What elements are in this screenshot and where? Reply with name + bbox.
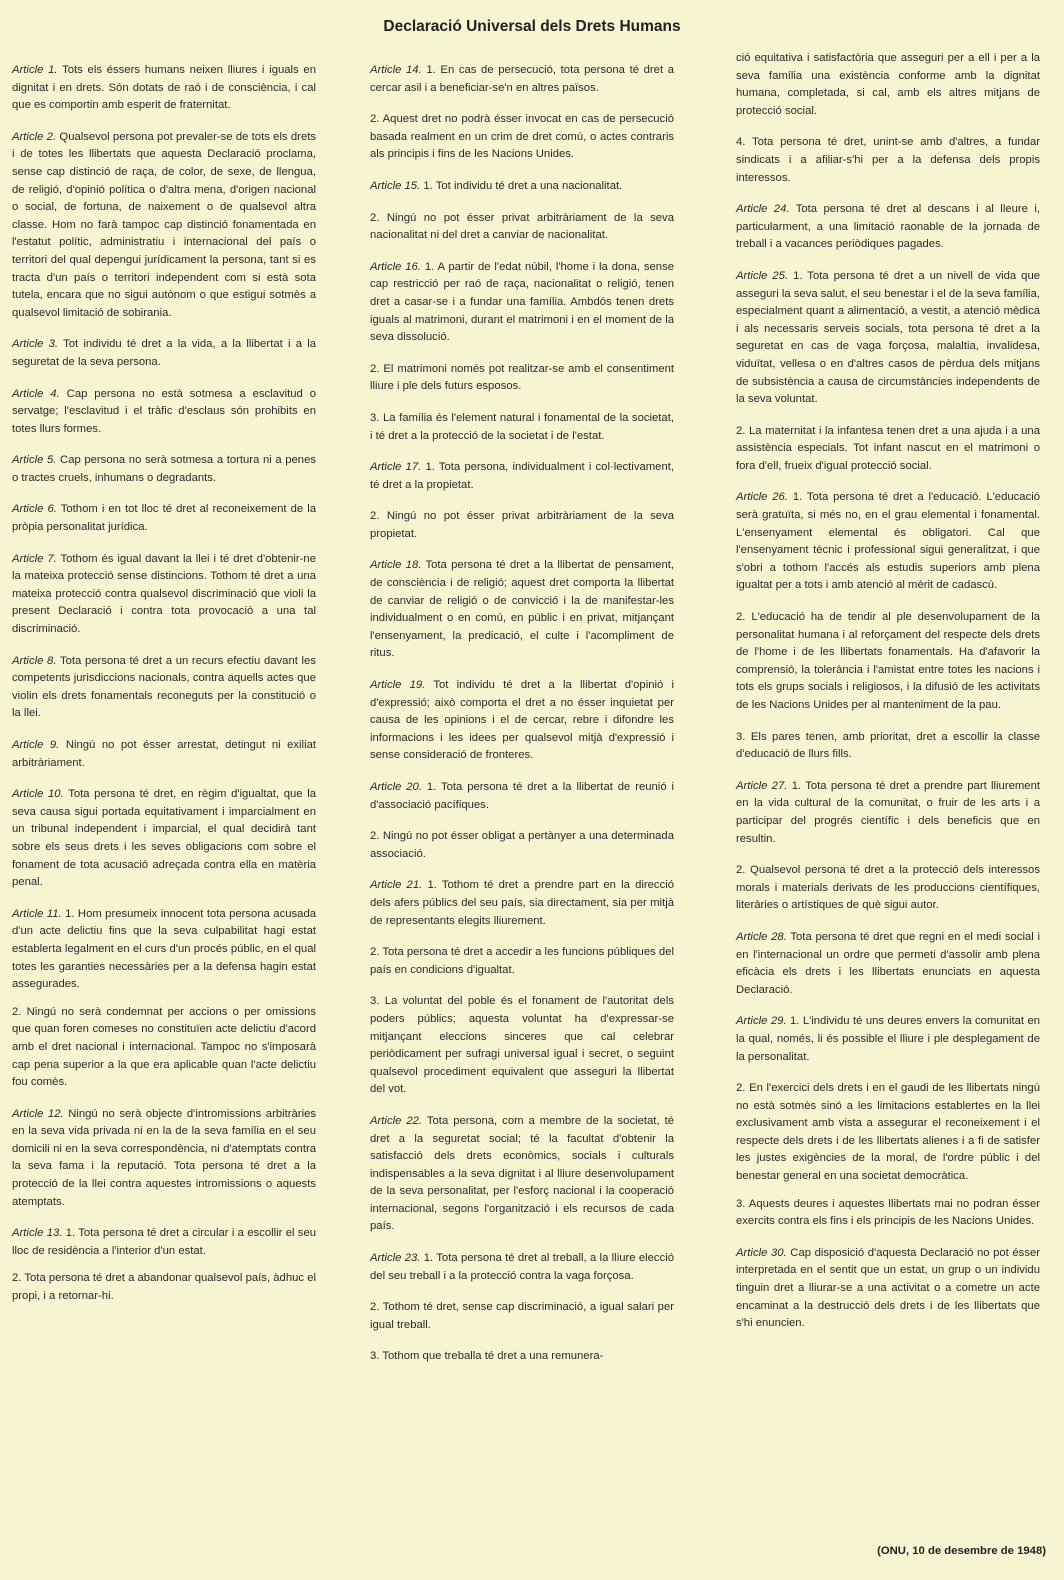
article-paragraph	[736, 201, 1040, 254]
article-paragraph	[12, 452, 316, 487]
article-paragraph	[736, 134, 1040, 187]
article-label: Article 18.	[370, 559, 422, 572]
article-paragraph	[736, 50, 1040, 120]
article-text: 1. Tota persona té dret a l'educació. L'educació serà gratuïta, si més no, en el grau elemental i fonamental. L'ensenyament elemental és obligatori. Cal que l'ensenyament tècnic i professional sigui generalitzat, i que s'obri a tothom l'accés als estudis superiors amb plena igualtat per a tots i amb atenció al mèrit de cadascú.	[736, 491, 1041, 592]
source-footer: (ONU, 10 de desembre de 1948)	[877, 1545, 1046, 1557]
article-text: 4. Tota persona té dret, unint-se amb d'altres, a fundar sindicats i a afiliar-s'hi per a la defensa dels propis interessos.	[736, 136, 1040, 184]
article-text: 1. Tota persona té dret a la llibertat de reunió i d'associació pacífiques.	[370, 781, 675, 811]
article-text: Tot individu té dret a la llibertat d'opinió i d'expressió; això comporta el dret a no ésser inquietat per causa de les opinions i el de cercar, rebre i difondre les informacions i les idees per qualsevol mitjà d'expressió i sense consideració de fronteres.	[370, 679, 675, 762]
article-text: 2. En l'exercici dels drets i en el gaudi de les llibertats ningú no està sotmès sinó a les limitacions establertes en la llei exclusivament amb vista a assegurar el reconeixement i el respecte dels drets i de les llibertats alienes i a fi de satisfer les justes exigències de la moral, de l'ordre públic i del benestar general en una societat democràtica.	[736, 1082, 1040, 1183]
article-text: 1. A partir de l'edat núbil, l'home i la dona, sense cap restricció per raó de raça, nacionalitat o religió, tenen dret a casar-se i a fundar una família. Ambdós tenen drets iguals al matrimoni, durant el matrimoni i en el moment de la seva dissolució.	[370, 260, 675, 344]
column-3	[736, 50, 1040, 1347]
article-paragraph	[12, 1225, 316, 1260]
article-paragraph	[370, 508, 674, 543]
article-text: 2. Tota persona té dret a accedir a les funcions públiques del país en condicions d'igualtat.	[370, 946, 674, 976]
article-label: Article 8.	[12, 654, 57, 667]
column-2	[370, 62, 674, 1380]
article-text: Tota persona té dret al descans i al lleure i, particularment, a una limitació raonable de la jornada de treball i a vacances periòdiques pagades.	[736, 203, 1041, 251]
article-paragraph	[12, 129, 316, 323]
article-paragraph	[370, 259, 674, 347]
article-paragraph	[370, 210, 674, 245]
article-label: Article 23.	[370, 1252, 421, 1265]
article-paragraph	[736, 778, 1040, 848]
article-paragraph	[736, 729, 1040, 764]
article-label: Article 28.	[736, 930, 787, 943]
article-text: 2. Aquest dret no podrà ésser invocat en cas de persecució basada realment en un crim de dret comú, o actes contraris als principis i fins de les Nacions Unides.	[370, 113, 674, 161]
article-paragraph	[12, 737, 316, 772]
article-text: 1. Hom presumeix innocent tota persona acusada d'un acte delictiu fins que la seva culpabilitat hagi estat establerta legalment en el curs d'un procés públic, en el qual totes les garanties necessàries per a la defensa hagin estat assegurades.	[12, 907, 317, 991]
article-text: Cap disposició d'aquesta Declaració no pot ésser interpretada en el sentit que un estat, un grup o un individu tinguin dret a lliurar-se a una activitat o a cometre un acte encaminat a la destrucció dels drets i de les llibertats que s'hi enuncien.	[736, 1246, 1041, 1330]
article-text: ció equitativa i satisfactòria que asseguri per a ell i per a la seva família una existència conforme amb la dignitat humana, completada, si cal, amb els altres mitjans de protecció social.	[736, 52, 1040, 117]
article-label: Article 1.	[12, 64, 58, 76]
article-paragraph	[370, 62, 674, 97]
article-paragraph	[370, 111, 674, 164]
page-title: Declaració Universal dels Drets Humans	[383, 18, 681, 35]
article-text: Ningú no serà objecte d'intromissions arbitràries en la seva vida privada ni en la de la seva família en el seu domicili ni en la seva correspondència, ni d'atemptats contra la seva fama i la reputació. Tota persona té dret a la protecció de la llei contra aquestes intromissions o aquests atemptats.	[12, 1107, 317, 1208]
article-text: 2. Ningú no serà condemnat per accions o per omissions que quan foren comeses no constituïen acte delictiu d'acord amb el dret nacional i internacional. Tampoc no s'imposarà cap pena superior a la que era aplicable quan l'acte delictiu fou comès.	[12, 1005, 316, 1089]
article-label: Article 13.	[12, 1227, 63, 1240]
article-label: Article 21.	[370, 879, 423, 892]
article-text: Ningú no pot ésser arrestat, detingut ni exiliat arbitràriament.	[12, 739, 316, 769]
article-paragraph	[736, 929, 1040, 999]
article-text: 3. Tothom que treballa té dret a una remunera-	[370, 1350, 604, 1363]
article-label: Article 3.	[12, 338, 59, 351]
article-label: Article 27.	[736, 779, 788, 792]
article-text: Cap persona no està sotmesa a esclavitud o servatge; l'esclavitud i el tràfic d'esclaus són prohibits en totes llurs formes.	[12, 387, 317, 435]
article-text: Tota persona té dret, en règim d'igualtat, que la seva causa sigui portada equitativament i imparcialment en un tribunal independent i imparcial, el qual decidirà tant sobre els seus drets i les seves obligacions com sobre el fonament de tota acusació adreçada contra ella en matèria penal.	[12, 788, 316, 889]
article-text: 2. L'educació ha de tendir al ple desenvolupament de la personalitat humana i al reforçament del respecte dels drets de l'home i de les llibertats fonamentals. Ha d'afavorir la comprensió, la tolerància i l'amistat entre totes les nacions i tots els grups socials i religiosos, i la difusió de les activitats de les Nacions Unides per al manteniment de la pau.	[736, 611, 1040, 711]
article-paragraph	[370, 557, 674, 663]
article-text: 2. Ningú no pot ésser privat arbitràriament de la seva propietat.	[370, 510, 674, 540]
article-label: Article 30.	[736, 1246, 787, 1259]
article-text: 1. Tot individu té dret a una nacionalitat.	[423, 179, 623, 192]
article-label: Article 2.	[12, 130, 57, 143]
article-text: 1. Tota persona té dret al treball, a la lliure elecció del seu treball i a la protecció contra la vaga forçosa.	[370, 1252, 675, 1282]
article-text: Tot individu té dret a la vida, a la llibertat i a la seguretat de la seva persona.	[12, 338, 316, 368]
article-paragraph	[736, 1080, 1040, 1186]
article-text: 2. Qualsevol persona té dret a la protecció dels interessos morals i materials derivats de les produccions científiques, literàries o artístiques de què sigui autor.	[736, 864, 1040, 912]
article-label: Article 15.	[370, 179, 421, 192]
article-paragraph	[370, 1250, 674, 1285]
article-paragraph	[12, 786, 316, 892]
article-text: 1. Tota persona, individualment i col·lectivament, té dret a la propietat.	[370, 461, 675, 491]
article-paragraph	[736, 268, 1040, 409]
article-label: Article 5.	[12, 454, 57, 467]
article-paragraph	[12, 1270, 316, 1305]
article-paragraph	[12, 906, 316, 994]
article-label: Article 4.	[12, 387, 60, 400]
article-text: 1. Tota persona té dret a circular i a escollir el seu lloc de residència a l'interior d'un estat.	[12, 1227, 317, 1257]
article-label: Article 7.	[12, 552, 57, 565]
article-text: 3. La família és l'element natural i fonamental de la societat, i té dret a la protecció de la societat i de l'estat.	[370, 411, 674, 442]
article-paragraph	[370, 410, 674, 445]
article-paragraph	[12, 386, 316, 439]
article-text: 1. Tota persona té dret a un nivell de vida que asseguri la seva salut, el seu benestar i el de la seva família, especialment quant a alimentació, a vestit, a atenció mèdica i als necessaris serveis socials, tota persona té dret a la seguretat en cas de vaga forçosa, malaltia, invalidesa, viduïtat, vellesa o en d'altres casos de pèrdua dels mitjans de subsistència a causa de circumstàncies independents de la seva voluntat.	[736, 269, 1041, 406]
article-label: Article 29.	[736, 1015, 787, 1028]
article-paragraph	[370, 1113, 674, 1236]
article-paragraph	[370, 361, 674, 396]
article-text: 1. En cas de persecució, tota persona té dret a cercar asil i a beneficiar-se'n en altres països.	[370, 64, 674, 94]
article-paragraph	[12, 1106, 316, 1212]
article-paragraph	[736, 1013, 1040, 1066]
article-paragraph	[370, 1299, 674, 1334]
article-text: 3. La voluntat del poble és el fonament de l'autoritat dels poders públics; aquesta voluntat ha d'expressar-se mitjançant eleccions sinceres que cal celebrar periòdicament per sufragi universal igual i secret, o seguint qualsevol procediment equivalent que asseguri la llibertat del vot.	[370, 995, 674, 1096]
article-text: 1. L'individu té uns deures envers la comunitat en la qual, només, li és possible el lliure i ple desplegament de la personalitat.	[736, 1015, 1041, 1063]
article-label: Article 6.	[12, 503, 57, 516]
article-paragraph	[736, 1196, 1040, 1231]
article-text: Tota persona té dret que regni en el medi social i en l'internacional un ordre que permeti d'assolir amb plena eficàcia els drets i les llibertats enunciats en aquesta Declaració.	[736, 930, 1041, 996]
article-paragraph	[736, 609, 1040, 715]
article-text: Tothom és igual davant la llei i té dret d'obtenir-ne la mateixa protecció sense distincions. Tothom té dret a una mateixa protecció contra qualsevol discriminació que violi la present Declaració i contra tota provocació a una tal discriminació.	[12, 552, 316, 636]
article-paragraph	[12, 336, 316, 371]
article-paragraph	[370, 1348, 674, 1366]
article-label: Article 11.	[12, 907, 62, 920]
article-label: Article 24.	[736, 203, 790, 216]
article-paragraph	[370, 944, 674, 979]
article-text: 3. Els pares tenen, amb prioritat, dret a escollir la classe d'educació de llurs fills.	[736, 730, 1040, 761]
article-text: Tota persona té dret a un recurs efectiu davant les competents jurisdiccions nacionals, contra aquells actes que violin els drets fonamentals reconeguts per la constitució o la llei.	[12, 654, 316, 720]
article-paragraph	[12, 501, 316, 536]
article-paragraph	[736, 862, 1040, 915]
article-paragraph	[370, 828, 674, 863]
article-text: 2. Tota persona té dret a abandonar qualsevol país, àdhuc el propi, i a retornar-hi.	[12, 1272, 316, 1303]
article-text: Tota persona, com a membre de la societat, té dret a la seguretat social; té la facultat d'obtenir la satisfacció dels drets econòmics, socials i culturals indispensables a la seva dignitat i al lliure desenvolupament de la seva personalitat, per l'esforç nacional i la cooperació internacional, segons l'organització i els recursos de cada país.	[370, 1114, 674, 1233]
article-text: 2. Ningú no pot ésser obligat a pertànyer a una determinada associació.	[370, 830, 674, 860]
article-paragraph	[12, 551, 316, 639]
article-paragraph	[12, 62, 316, 115]
article-text: Tota persona té dret a la llibertat de pensament, de consciència i de religió; aquest dret comporta la llibertat de canviar de religió o de convicció i la de manifestar-les individualment o en comú, en públic i en privat, mitjançant l'ensenyament, la predicació, el culte i l'acompliment de ritus.	[370, 559, 674, 660]
article-text: 2. Tothom té dret, sense cap discriminació, a igual salari per igual treball.	[370, 1301, 674, 1331]
article-label: Article 26.	[736, 491, 788, 504]
article-paragraph	[736, 1245, 1040, 1333]
article-text: Tothom i en tot lloc té dret al reconeixement de la pròpia personalitat jurídica.	[12, 503, 317, 534]
article-paragraph	[370, 677, 674, 765]
article-paragraph	[370, 178, 674, 196]
article-text: 1. Tothom té dret a prendre part en la direcció dels afers públics del seu país, sia directament, sia per mitjà de representants elegits lliurement.	[370, 879, 675, 927]
column-1	[12, 62, 316, 1320]
article-paragraph	[736, 489, 1040, 595]
article-text: Tots els éssers humans neixen lliures i iguals en dignitat i en drets. Són dotats de raó i de consciència, i cal que es comportin amb esperit de fraternitat.	[12, 64, 316, 112]
article-text: Qualsevol persona pot prevaler-se de tots els drets i de totes les llibertats que aquesta Declaració proclama, sense cap distinció de raça, de color, de sexe, de llengua, de religió, d'opinió política o d'altra mena, d'origen nacional o social, de fortuna, de naixement o de qualsevol altra classe. Hom no farà tampoc cap distinció fonamentada en l'estatut polític, administratiu i internacional del país o territori del qual depengui jurídicament la persona, tant si es tracta d'un país o territori independent com si està sota tutela, encara que no sigui autònom o que estigui sotmès a qualsevol limitació de sobirania.	[12, 130, 317, 319]
article-paragraph	[370, 877, 674, 930]
article-paragraph	[370, 459, 674, 494]
article-label: Article 22.	[370, 1114, 423, 1127]
article-text: 2. El matrimoni només pot realitzar-se amb el consentiment lliure i ple dels futurs esposos.	[370, 362, 674, 393]
article-label: Article 12.	[12, 1107, 64, 1120]
article-label: Article 25.	[736, 269, 789, 282]
article-label: Article 16.	[370, 260, 421, 273]
article-label: Article 20.	[370, 781, 422, 793]
article-paragraph	[370, 779, 674, 814]
article-label: Article 14.	[370, 64, 422, 76]
article-paragraph	[12, 1004, 316, 1092]
article-paragraph	[12, 653, 316, 723]
article-paragraph	[370, 993, 674, 1099]
article-paragraph	[736, 423, 1040, 476]
article-text: 2. Ningú no pot ésser privat arbitràriament de la seva nacionalitat ni del dret a canviar de nacionalitat.	[370, 211, 674, 242]
article-text: 3. Aquests deures i aquestes llibertats mai no podran ésser exercits contra els fins i els principis de les Nacions Unides.	[736, 1197, 1040, 1228]
article-label: Article 19.	[370, 679, 426, 692]
article-text: 1. Tota persona té dret a prendre part lliurement en la vida cultural de la comunitat, o fruir de les arts i a participar del progrés científic i dels beneficis que en resultin.	[736, 779, 1040, 845]
article-text: 2. La maternitat i la infantesa tenen dret a una ajuda i a una assistència especials. Tot infant nascut en el matrimoni o fora d'ell, frueix d'igual protecció social.	[736, 424, 1040, 472]
article-label: Article 10.	[12, 788, 64, 801]
article-label: Article 17.	[370, 461, 422, 474]
article-label: Article 9.	[12, 739, 60, 751]
article-text: Cap persona no serà sotmesa a tortura ni a penes o tractes cruels, inhumans o degradants.	[12, 454, 317, 484]
